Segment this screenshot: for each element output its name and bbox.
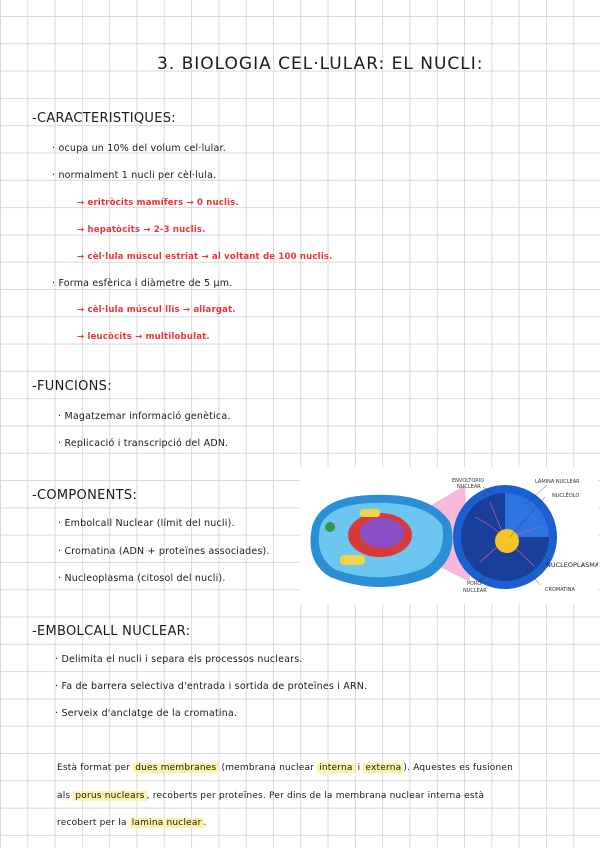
list-item: · Delimita el nucli i separa els processos nuclears. xyxy=(55,654,303,665)
label-poro: NUCLEAR xyxy=(463,588,487,594)
list-item: · Serveix d'anclatge de la cromatina. xyxy=(55,708,238,719)
label-lamina: LÁMINA NUCLEAR xyxy=(535,479,580,485)
label-poro: PORO xyxy=(467,581,482,587)
highlight: externa xyxy=(365,763,402,773)
heading-caracteristiques: -CARACTERISTIQUES: xyxy=(32,111,176,126)
note-item: → leucòcits → multilobulat. xyxy=(77,332,210,342)
paragraph-line: als porus nuclears , recoberts per proteïnes. Per dins de la membrana nuclear interna està xyxy=(57,791,485,801)
highlight: dues membranes xyxy=(135,763,217,773)
list-item: · Cromatina (ADN + proteïnes associades). xyxy=(58,546,270,557)
highlight: porus nuclears xyxy=(75,791,145,801)
note-item: → cèl·lula múscul estriat → al voltant de 100 nuclis. xyxy=(77,252,333,262)
list-item: · Replicació i transcripció del ADN. xyxy=(58,438,229,449)
list-item: · Fa de barrera selectiva d'entrada i sortida de proteïnes i ARN. xyxy=(55,681,368,692)
highlight: interna xyxy=(319,763,353,773)
paragraph-line: Està format per dues membranes (membrana nuclear interna i externa ). Aquestes es fusionen xyxy=(57,763,514,773)
heading-components: -COMPONENTS: xyxy=(32,488,138,503)
heading-embolcall: -EMBOLCALL NUCLEAR: xyxy=(32,624,191,639)
list-item: · Nucleoplasma (citosol del nucli). xyxy=(58,573,226,584)
label-envoltorio: NUCLEAR xyxy=(457,484,481,490)
note-item: → cèl·lula múscul llis → allargat. xyxy=(77,305,236,315)
note-item: → hepatòcits → 2-3 nuclis. xyxy=(77,225,206,235)
note-item: → eritròcits mamífers → 0 nuclis. xyxy=(77,198,239,208)
highlight: lamina nuclear xyxy=(131,818,202,828)
page-title: 3. BIOLOGIA CEL·LULAR: EL NUCLI: xyxy=(157,54,484,74)
paragraph-line: recobert per la lamina nuclear . xyxy=(57,818,207,828)
heading-funcions: -FUNCIONS: xyxy=(32,379,112,394)
list-item: · normalment 1 nucli per cèl·lula. xyxy=(52,170,217,181)
label-cromatina: CROMATINA xyxy=(545,587,575,593)
label-envoltorio: ENVOLTORIO xyxy=(452,478,485,484)
list-item: · Forma esfèrica i diàmetre de 5 µm. xyxy=(52,278,233,289)
list-item: · Embolcall Nuclear (límit del nucli). xyxy=(58,518,235,529)
label-nucleoplasma: NUCLEOPLASMA xyxy=(546,561,598,569)
label-nucleolo: NUCLÉOLO xyxy=(552,493,580,499)
list-item: · ocupa un 10% del volum cel·lular. xyxy=(52,143,226,154)
nucleus-illustration xyxy=(300,467,598,604)
list-item: · Magatzemar informació genètica. xyxy=(58,411,231,422)
